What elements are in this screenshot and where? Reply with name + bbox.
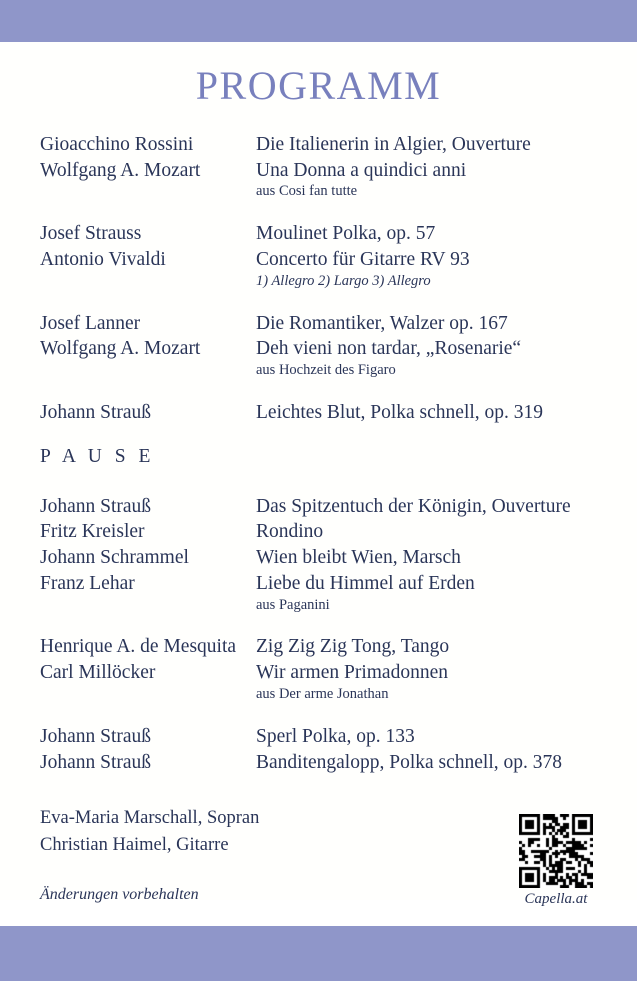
program-entry (40, 571, 597, 597)
work-title: Wien bleibt Wien, Marsch (256, 547, 461, 569)
composer-name: Josef Strauss (40, 223, 142, 245)
program-entry (40, 545, 597, 571)
page-footer (40, 886, 597, 926)
work-title: Das Spitzentuch der Königin, Ouverture (256, 495, 571, 517)
program-entry (40, 750, 597, 776)
program-block (40, 311, 597, 380)
composer-name: Johann Strauß (40, 495, 152, 517)
program-entry (40, 494, 597, 520)
program-entry (40, 660, 597, 686)
program-block (40, 400, 597, 426)
composer-name: Antonio Vivaldi (40, 249, 166, 271)
footer-band (0, 926, 637, 981)
work-title: Banditengalopp, Polka schnell, op. 378 (256, 751, 563, 773)
composer-name: Wolfgang A. Mozart (40, 338, 201, 360)
program-part-one (40, 132, 597, 426)
disclaimer-text: Änderungen vorbehalten (40, 885, 199, 903)
work-title: Zig Zig Zig Tong, Tango (256, 636, 450, 658)
work-title: Deh vieni non tardar, „Rosenarie“ (256, 338, 522, 360)
qr-caption: Capella.at (524, 890, 588, 907)
work-title: Rondino (256, 521, 324, 543)
program-block (40, 724, 597, 775)
program-part-two (40, 494, 597, 776)
qr-code-block[interactable] (517, 814, 595, 908)
program-entry (40, 132, 597, 158)
program-block (40, 132, 597, 201)
work-subnote: aus Paganini (256, 596, 330, 613)
work-title: Concerto für Gitarre RV 93 (256, 249, 470, 271)
program-entry (40, 634, 597, 660)
composer-name: Carl Millöcker (40, 662, 156, 684)
work-subnote: aus Cosi fan tutte (256, 183, 358, 200)
performer-name: Eva-Maria Marschall, Sopran (40, 808, 260, 829)
work-subnote: aus Der arme Jonathan (256, 685, 389, 702)
work-subnote: aus Hochzeit des Figaro (256, 362, 396, 379)
header-band (0, 0, 637, 42)
composer-name: Henrique A. de Mesquita (40, 636, 237, 658)
composer-name: Johann Strauß (40, 725, 152, 747)
page-content (0, 42, 637, 926)
qr-code-icon[interactable] (519, 814, 593, 888)
program-block (40, 494, 597, 615)
work-title: Moulinet Polka, op. 57 (256, 223, 436, 245)
program-entry (40, 221, 597, 247)
composer-name: Franz Lehar (40, 572, 135, 594)
program-entry (40, 400, 597, 426)
program-entry (40, 247, 597, 273)
work-title: Die Romantiker, Walzer op. 167 (256, 312, 508, 334)
work-subnote: 1) Allegro 2) Largo 3) Allegro (256, 272, 431, 289)
performers-list (40, 805, 597, 858)
program-entry (40, 519, 597, 545)
work-title: Die Italienerin in Algier, Ouverture (256, 134, 531, 155)
composer-name: Josef Lanner (40, 312, 141, 334)
work-title: Wir armen Primadonnen (256, 662, 448, 684)
composer-name: Gioacchino Rossini (40, 134, 194, 155)
composer-name: Johann Schrammel (40, 547, 189, 569)
composer-name: Wolfgang A. Mozart (40, 159, 201, 181)
work-title: Sperl Polka, op. 133 (256, 725, 415, 747)
composer-name: Johann Strauß (40, 401, 152, 423)
program-entry (40, 158, 597, 184)
program-block (40, 221, 597, 290)
page-title: PROGRAMM (195, 63, 442, 108)
work-title: Una Donna a quindici anni (256, 159, 467, 181)
work-title: Liebe du Himmel auf Erden (256, 572, 475, 594)
performer-name: Christian Haimel, Gitarre (40, 834, 229, 855)
program-entry (40, 724, 597, 750)
pause-label: P A U S E (40, 445, 155, 467)
program-entry (40, 311, 597, 337)
composer-name: Johann Strauß (40, 751, 152, 773)
work-title: Leichtes Blut, Polka schnell, op. 319 (256, 401, 544, 423)
program-block (40, 634, 597, 703)
program-entry (40, 336, 597, 362)
composer-name: Fritz Kreisler (40, 521, 145, 543)
